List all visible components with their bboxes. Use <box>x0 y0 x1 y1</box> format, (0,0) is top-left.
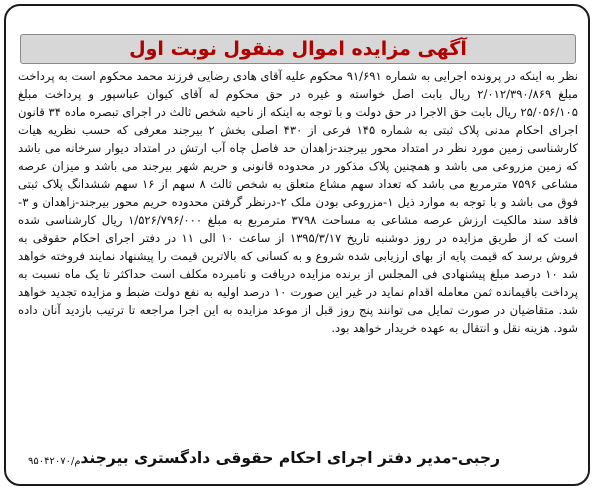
notice-signature: رجبی-مدیر دفتر اجرای احکام حقوقی دادگستری بیرجند <box>80 449 500 467</box>
notice-body: نظر به اینکه در پرونده اجرایی به شماره ۹۱/۶۹۱ محکوم علیه آقای هادی رضایی فرزند محمد محکوم است به پرداخت مبلغ ۲/۰۱۲/۳۹۰/۸۶۹ ریال بابت اصل خواسته و غیره در حق محکوم له آقای کیوان عباسپور و پرداخت مبلغ ۲۵/۰۵۶/۱۰۵ ریال بابت حق الاجرا در حق دولت و با توجه به اینکه از ناحیه شخص ثالث در اجرای تبصره ماده ۳۴ قانون اجرای احکام مدنی پلاک ثبتی به شماره ۱۴۵ فرعی از ۴۳۰ اصلی بخش ۲ بیرجند معرفی که حسب نظریه هیات کارشناسی زمین مورد نظر در امتداد محور بیرجند-زاهدان حد فاصل چاه آب ارتش در امتداد دیوار سرخانه می باشد که زمین مزروعی می باشد و همچنین پلاک مذکور در محدوده قانونی و حریم شهر بیرجند می باشد و میزان عرصه مشاعی ۷۵۹۶ مترمربع می باشد که تعداد سهم مشاع متعلق به شخص ثالث ۸ سهم از ۱۶ سهم ششدانگ پلاک ثبتی فوق می باشد و با توجه به موارد ذیل ۱-مزروعی بودن ملک ۲-درنظر گرفتن محدوده حریم محور بیرجند-زاهدان و ۳-فاقد سند مالکیت ارزش عرصه مشاعی به مساحت ۳۷۹۸ مترمربع به مبلغ ۱/۵۲۶/۷۹۶/۰۰۰ ریال کارشناسی شده است که از طریق مزایده در روز دوشنبه تاریخ ۱۳۹۵/۳/۱۷ از ساعت ۱۰ الی ۱۱ در دفتر اجرای احکام حقوقی به فروش برسد که قیمت پایه از بهای ارزیابی شده شروع و به کسانی که بالاترین قیمت را پیشنهاد نمایند فروخته خواهد شد ۱۰ درصد مبلغ پیشنهادی فی المجلس از برنده مزایده دریافت و نامبرده مکلف است حداکثر تا یک ماه نسبت به پرداخت باقیمانده ثمن معامله اقدام نماید در غیر این صورت ۱۰ درصد اولیه به نفع دولت ضبط و مزایده تجدید خواهد شد. متقاضیان در صورت تمایل می توانند پنج روز قبل از موعد مزایده به این اجرا مراجعه تا ترتیب بازدید آنان داده شود. هزینه نقل و انتقال به عهده خریدار خواهد بود. <box>18 69 579 335</box>
title-banner <box>20 34 576 64</box>
reference-code: م/۹۵۰۴۲۰۷۰ <box>28 456 81 467</box>
notice-title: آگهی مزایده اموال منقول نوبت اول <box>129 38 467 60</box>
